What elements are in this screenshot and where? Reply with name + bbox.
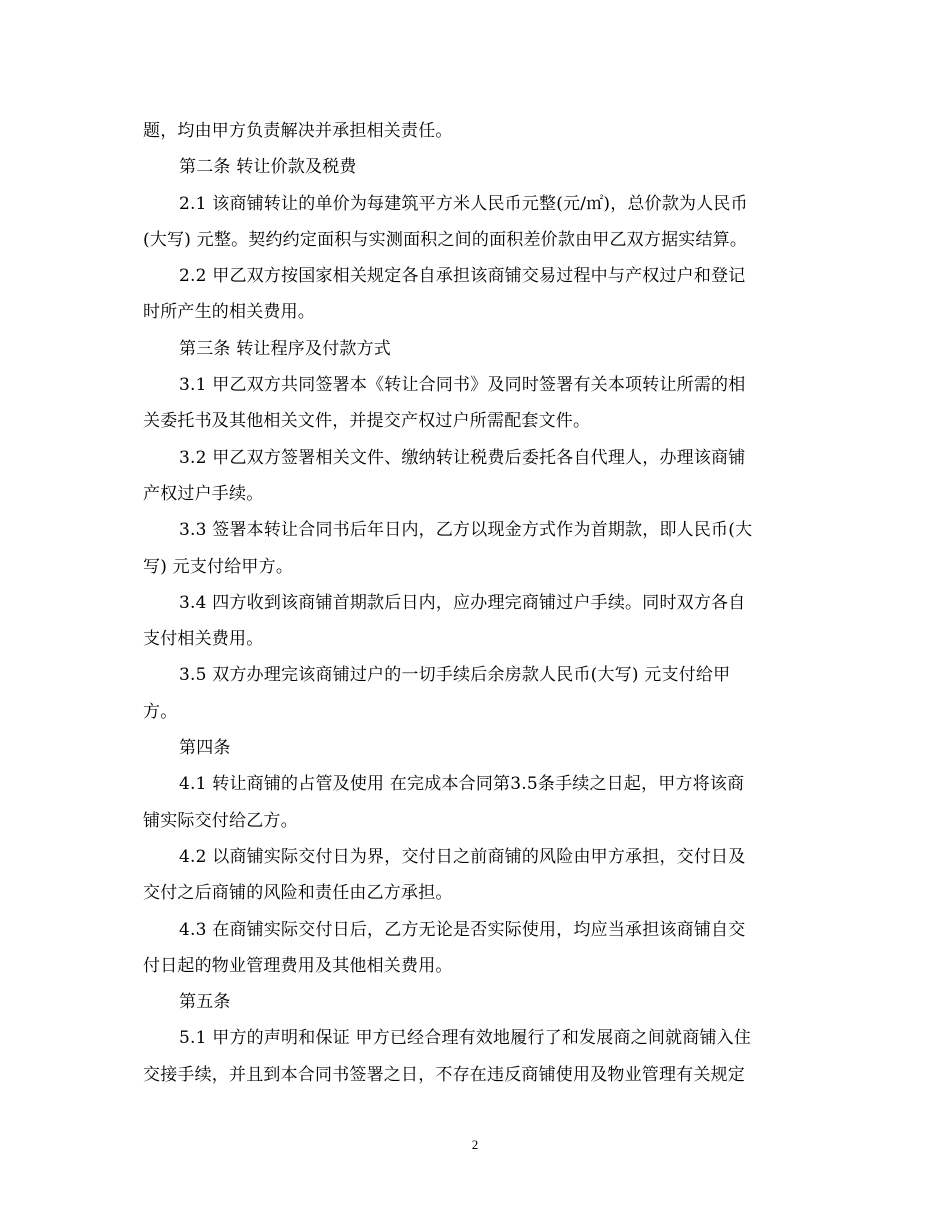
- text-line: 第五条: [179, 992, 231, 1013]
- text-line: 4.1 转让商铺的占管及使用 在完成本合同第3.5条手续之日起，甲方将该商: [179, 774, 745, 795]
- text-line: 3.5 双方办理完该商铺过户的一切手续后余房款人民币(大写) 元支付给甲: [179, 665, 731, 686]
- text-line: 4.3 在商铺实际交付日后，乙方无论是否实际使用，均应当承担该商铺自交: [179, 919, 746, 940]
- text-line: 3.1 甲乙双方共同签署本《转让合同书》及同时签署有关本项转让所需的相: [179, 375, 746, 396]
- text-line: 2.2 甲乙双方按国家相关规定各自承担该商铺交易过程中与产权过户和登记: [179, 266, 746, 287]
- text-line: 铺实际交付给乙方。: [143, 810, 298, 831]
- text-line: (大写) 元整。契约约定面积与实测面积之间的面积差价款由甲乙双方据实结算。: [143, 229, 748, 250]
- text-line: 第二条 转让价款及税费: [179, 157, 357, 178]
- text-line: 5.1 甲方的声明和保证 甲方已经合理有效地履行了和发展商之间就商铺入住: [179, 1028, 752, 1049]
- text-line: 时所产生的相关费用。: [143, 302, 315, 323]
- text-line: 付日起的物业管理费用及其他相关费用。: [143, 955, 453, 976]
- text-line: 支付相关费用。: [143, 629, 264, 650]
- text-line: 4.2 以商铺实际交付日为界，交付日之前商铺的风险由甲方承担，交付日及: [179, 846, 746, 867]
- text-line: 2.1 该商铺转让的单价为每建筑平方米人民币元整(元/㎡)，总价款为人民币: [179, 193, 748, 214]
- text-line: 第四条: [179, 738, 231, 759]
- page-number: 2: [471, 1137, 479, 1152]
- document-body: [143, 113, 813, 1093]
- text-line: 题，均由甲方负责解决并承担相关责任。: [143, 121, 453, 141]
- text-line: 交付之后商铺的风险和责任由乙方承担。: [143, 883, 453, 904]
- text-line: 3.2 甲乙双方签署相关文件、缴纳转让税费后委托各自代理人，办理该商铺: [179, 447, 746, 468]
- text-line: 写) 元支付给甲方。: [143, 556, 294, 577]
- text-line: 交接手续，并且到本合同书签署之日，不存在违反商铺使用及物业管理有关规定: [143, 1064, 745, 1085]
- text-line: 第三条 转让程序及付款方式: [179, 338, 392, 359]
- text-line: 3.3 签署本转让合同书后年日内，乙方以现金方式作为首期款，即人民币(大: [179, 520, 753, 541]
- text-line: 方。: [143, 701, 178, 722]
- text-line: 关委托书及其他相关文件，并提交产权过户所需配套文件。: [143, 411, 591, 432]
- text-line: 产权过户手续。: [143, 483, 264, 504]
- text-line: 3.4 四方收到该商铺首期款后日内，应办理完商铺过户手续。同时双方各自: [179, 592, 746, 613]
